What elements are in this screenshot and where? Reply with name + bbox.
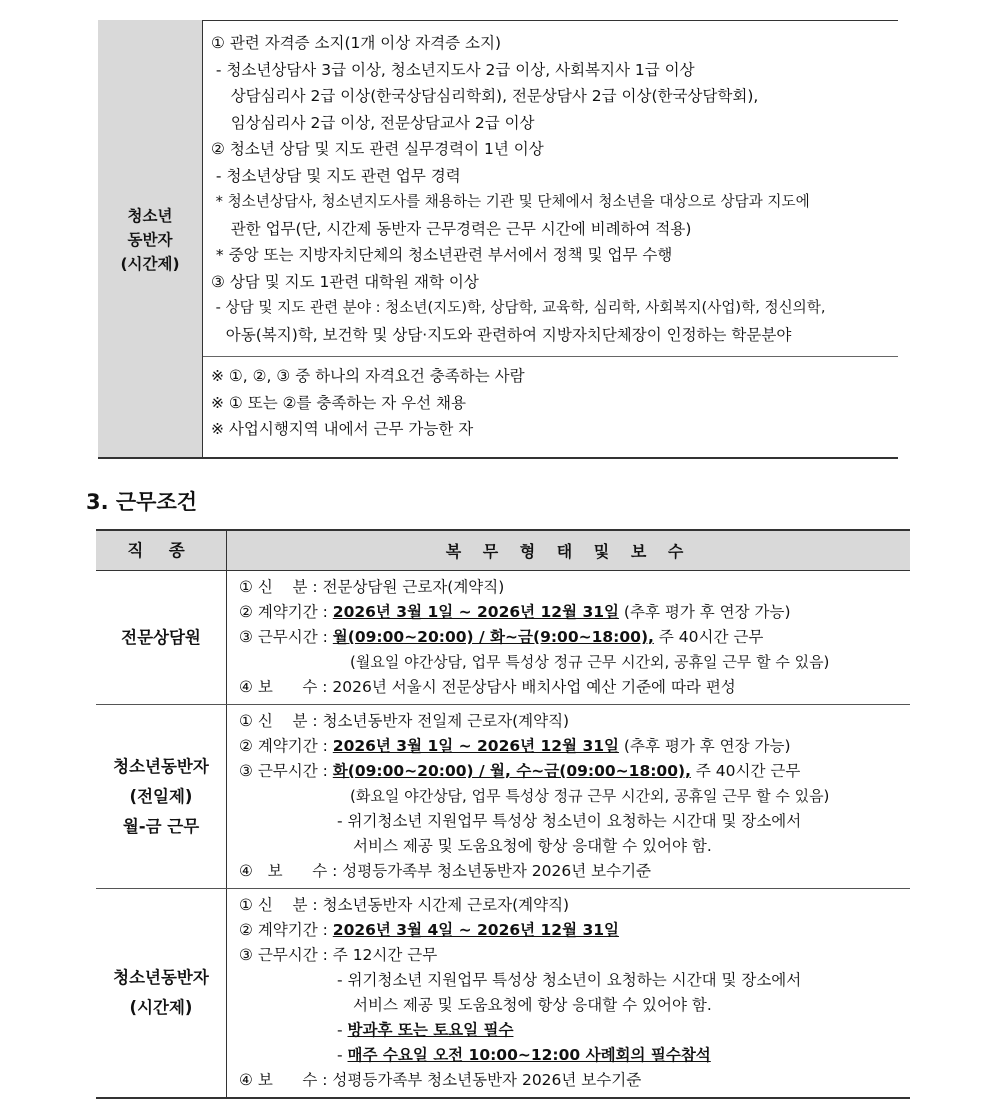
role-line: 청소년 (127, 206, 173, 225)
value: 화(09:00~20:00) / 월, 수~금(09:00~18:00), (332, 762, 691, 780)
row-terms (227, 889, 911, 1099)
required-text: 방과후 또는 토요일 필수 (347, 1021, 514, 1039)
label: ① 신 분 : (239, 896, 323, 914)
label: ③ 근무시간 : (239, 628, 333, 646)
value: 2026년 3월 1일 ~ 2026년 12월 31일 (332, 737, 619, 755)
hours-sub: (월요일 야간상담, 업무 특성상 정규 근무 시간외, 공휴일 근무 할 수 있음) (350, 653, 830, 671)
extra-line: - 위기청소년 지원업무 특성상 청소년이 요청하는 시간대 및 장소에서 (337, 812, 802, 830)
note: (추후 평가 후 연장 가능) (619, 603, 791, 621)
requirement-line: 상담심리사 2급 이상(한국상담심리학회), 전문상담사 2급 이상(한국상담학회), (211, 87, 759, 105)
note-line: ※ 사업시행지역 내에서 근무 가능한 자 (211, 420, 474, 438)
note-line: ※ ① 또는 ②를 충족하는 자 우선 채용 (211, 393, 466, 412)
requirement-line: - 청소년상담사 3급 이상, 청소년지도사 2급 이상, 사회복지사 1급 이상 (211, 60, 695, 79)
value: 전문상담원 근로자(계약직) (322, 578, 505, 596)
required-item: - 매주 수요일 오전 10:00~12:00 사례회의 필수참석 (337, 1046, 711, 1064)
value: 2026년 3월 1일 ~ 2026년 12월 31일 (332, 603, 619, 621)
qualification-role-cell (98, 20, 203, 459)
hours-line (239, 625, 910, 650)
role-line: (시간제) (120, 254, 180, 273)
row-role (96, 571, 227, 705)
label: ① 신 분 : (239, 578, 323, 596)
qualification-notes (203, 357, 899, 460)
requirement-line: 아동(복지)학, 보건학 및 상담·지도와 관련하여 지방자치단체장이 인정하는 학문분야 (211, 325, 792, 344)
value: 청소년동반자 전일제 근로자(계약직) (322, 712, 570, 730)
label: ③ 근무시간 : (239, 946, 333, 964)
contract-line (239, 918, 910, 943)
contract-line (239, 600, 910, 625)
row-terms (227, 571, 911, 705)
extra-line: - 위기청소년 지원업무 특성상 청소년이 요청하는 시간대 및 장소에서 (337, 971, 802, 989)
status-line (239, 575, 910, 600)
qualification-requirements (203, 20, 899, 357)
hours-line (239, 759, 910, 784)
status-line (239, 893, 910, 918)
label: ① 신 분 : (239, 712, 323, 730)
pay-line (239, 675, 910, 700)
label: ② 계약기간 : (239, 737, 333, 755)
role-line: 동반자 (127, 230, 173, 249)
value: 청소년동반자 시간제 근로자(계약직) (322, 896, 570, 914)
pay-line (239, 859, 910, 884)
header-role: 직 종 (96, 530, 227, 571)
required-item: - 방과후 또는 토요일 필수 (337, 1021, 514, 1039)
qualification-table (98, 20, 898, 459)
requirement-line: ② 청소년 상담 및 지도 관련 실무경력이 1년 이상 (211, 140, 544, 158)
table-row (96, 705, 910, 889)
hours-line (239, 943, 910, 968)
role-line: 청소년동반자 (113, 968, 209, 987)
requirement-line: - 상담 및 지도 관련 분야 : 청소년(지도)학, 상담학, 교육학, 심리학, 사회복지(사업)학, 정신의학, (211, 299, 826, 316)
label: ④ 보 수 : (239, 1071, 333, 1089)
header-terms: 복 무 형 태 및 보 수 (227, 530, 911, 571)
label: ② 계약기간 : (239, 603, 333, 621)
hours-sub: (화요일 야간상담, 업무 특성상 정규 근무 시간외, 공휴일 근무 할 수 있음) (350, 787, 830, 805)
section-title: 3. 근무조건 (86, 490, 198, 514)
value: 2026년 서울시 전문상담사 배치사업 예산 기준에 따라 편성 (332, 678, 736, 696)
label: ④ 보 수 : (239, 862, 343, 880)
requirement-line: 임상심리사 2급 이상, 전문상담교사 2급 이상 (211, 113, 535, 132)
requirement-line: * 중앙 또는 지방자치단체의 청소년관련 부서에서 정책 및 업무 수행 (211, 246, 673, 264)
value: 월(09:00~20:00) / 화~금(9:00~18:00), (332, 628, 654, 646)
row-terms (227, 705, 911, 889)
role-line: (시간제) (129, 998, 193, 1017)
role-line: (전일제) (129, 786, 193, 806)
note: 주 40시간 근무 (690, 762, 801, 780)
label: ④ 보 수 : (239, 678, 333, 696)
requirement-line: ① 관련 자격증 소지(1개 이상 자격증 소지) (211, 34, 502, 52)
note: (추후 평가 후 연장 가능) (619, 737, 791, 755)
table-row (96, 571, 910, 705)
value: 성평등가족부 청소년동반자 2026년 보수기준 (332, 1071, 642, 1089)
label: ③ 근무시간 : (239, 762, 333, 780)
contract-line (239, 734, 910, 759)
extra-line: 서비스 제공 및 도움요청에 항상 응대할 수 있어야 함. (353, 837, 712, 855)
requirement-line: - 청소년상담 및 지도 관련 업무 경력 (211, 166, 461, 185)
value: 성평등가족부 청소년동반자 2026년 보수기준 (342, 862, 652, 880)
extra-line: 서비스 제공 및 도움요청에 항상 응대할 수 있어야 함. (353, 996, 712, 1014)
requirement-line: * 청소년상담사, 청소년지도사를 채용하는 기관 및 단체에서 청소년을 대상으로 상담과 지도에 (211, 193, 810, 210)
status-line (239, 709, 910, 734)
work-conditions-table (96, 529, 910, 1099)
row-role (96, 705, 227, 889)
table-row (96, 889, 910, 1099)
requirement-line: 관한 업무(단, 시간제 동반자 근무경력은 근무 시간에 비례하여 적용) (211, 219, 692, 238)
required-text: 매주 수요일 오전 10:00~12:00 사례회의 필수참석 (347, 1046, 711, 1064)
role-line: 전문상담원 (121, 627, 201, 647)
table-bottom-border (98, 457, 898, 459)
requirement-line: ③ 상담 및 지도 1관련 대학원 재학 이상 (211, 272, 479, 291)
value: 주 12시간 근무 (332, 946, 438, 964)
value: 2026년 3월 4일 ~ 2026년 12월 31일 (332, 921, 619, 939)
role-line: 청소년동반자 (113, 756, 209, 776)
role-line: 월-금 근무 (122, 816, 200, 836)
note: 주 40시간 근무 (653, 628, 764, 646)
label: ② 계약기간 : (239, 921, 333, 939)
row-role (96, 889, 227, 1099)
note-line: ※ ①, ②, ③ 중 하나의 자격요건 충족하는 사람 (211, 367, 525, 385)
pay-line (239, 1068, 910, 1093)
